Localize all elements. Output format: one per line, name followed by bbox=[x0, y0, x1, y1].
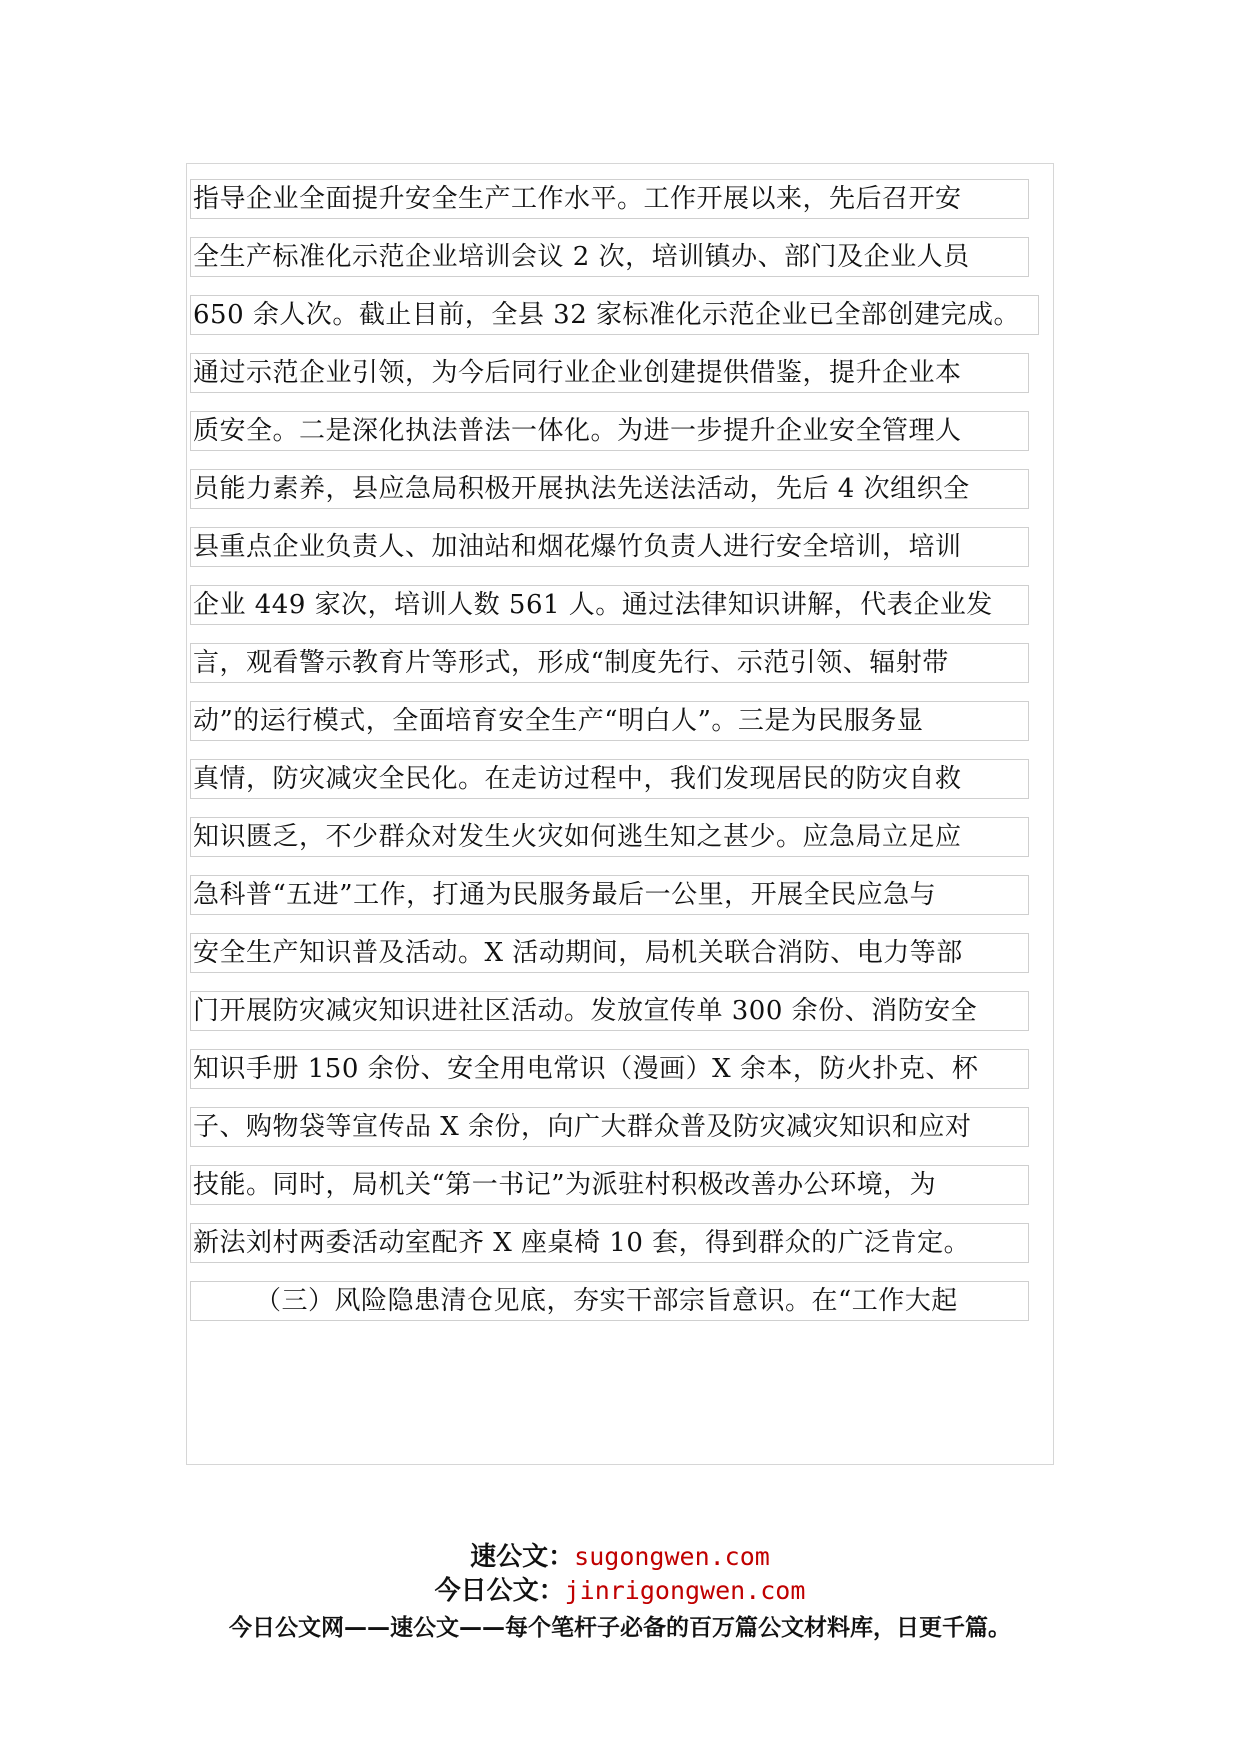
text-line: 新法刘村两委活动室配齐 X 座桌椅 10 套，得到群众的广泛肯定。 bbox=[190, 1223, 1029, 1263]
text-line: 技能。同时，局机关“第一书记”为派驻村积极改善办公环境，为 bbox=[190, 1165, 1029, 1205]
footer bbox=[0, 1540, 1240, 1644]
text-line: 知识手册 150 余份、安全用电常识（漫画）X 余本，防火扑克、杯 bbox=[190, 1049, 1029, 1089]
site1-label: 速公文： bbox=[470, 1542, 575, 1572]
text-line: 质安全。二是深化执法普法一体化。为进一步提升企业安全管理人 bbox=[190, 411, 1029, 451]
text-line: 企业 449 家次，培训人数 561 人。通过法律知识讲解，代表企业发 bbox=[190, 585, 1029, 625]
text-line: 通过示范企业引领，为今后同行业企业创建提供借鉴，提升企业本 bbox=[190, 353, 1029, 393]
site-link-row-1 bbox=[0, 1540, 1240, 1574]
text-line: （三）风险隐患清仓见底，夯实干部宗旨意识。在“工作大起 bbox=[190, 1281, 1029, 1321]
text-line: 员能力素养，县应急局积极开展执法先送法活动，先后 4 次组织全 bbox=[190, 469, 1029, 509]
footer-tagline: 今日公文网——速公文——每个笔杆子必备的百万篇公文材料库，日更千篇。 bbox=[229, 1615, 1011, 1641]
text-line: 门开展防灾减灾知识进社区活动。发放宣传单 300 余份、消防安全 bbox=[190, 991, 1029, 1031]
text-line: 真情，防灾减灾全民化。在走访过程中，我们发现居民的防灾自救 bbox=[190, 759, 1029, 799]
text-line: 子、购物袋等宣传品 X 余份，向广大群众普及防灾减灾知识和应对 bbox=[190, 1107, 1029, 1147]
text-line: 650 余人次。截止目前，全县 32 家标准化示范企业已全部创建完成。 bbox=[190, 295, 1039, 335]
site-link-row-2 bbox=[0, 1574, 1240, 1608]
text-line: 全生产标准化示范企业培训会议 2 次，培训镇办、部门及企业人员 bbox=[190, 237, 1029, 277]
site2-label: 今日公文： bbox=[434, 1576, 565, 1606]
site1-url-link[interactable]: sugongwen.com bbox=[574, 1542, 770, 1571]
site2-url-link[interactable]: jinrigongwen.com bbox=[564, 1576, 806, 1605]
text-line: 知识匮乏，不少群众对发生火灾如何逃生知之甚少。应急局立足应 bbox=[190, 817, 1029, 857]
text-line: 指导企业全面提升安全生产工作水平。工作开展以来，先后召开安 bbox=[190, 179, 1029, 219]
text-line: 安全生产知识普及活动。X 活动期间，局机关联合消防、电力等部 bbox=[190, 933, 1029, 973]
text-line: 急科普“五进”工作，打通为民服务最后一公里，开展全民应急与 bbox=[190, 875, 1029, 915]
text-line: 动”的运行模式，全面培育安全生产“明白人”。三是为民服务显 bbox=[190, 701, 1029, 741]
text-line: 县重点企业负责人、加油站和烟花爆竹负责人进行安全培训，培训 bbox=[190, 527, 1029, 567]
text-line: 言，观看警示教育片等形式，形成“制度先行、示范引领、辐射带 bbox=[190, 643, 1029, 683]
